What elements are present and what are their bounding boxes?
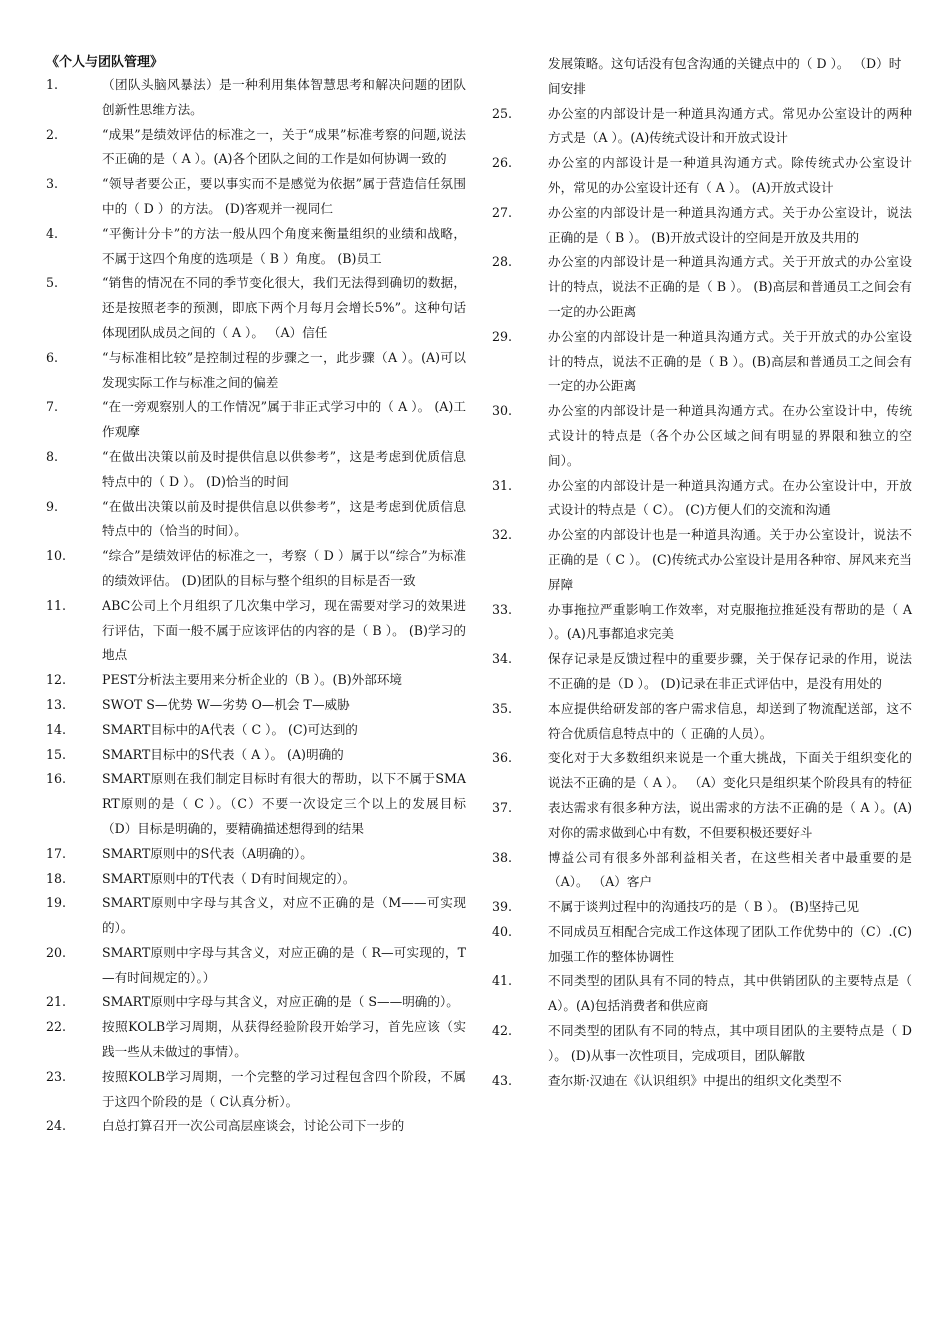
item-number: 32. <box>492 527 513 543</box>
item-number: 16. <box>46 771 67 787</box>
item-number: 9. <box>46 498 59 514</box>
list-item <box>492 325 912 399</box>
item-number: 24. <box>46 1118 67 1134</box>
list-item <box>46 743 466 768</box>
list-item <box>46 693 466 718</box>
item-number: 34. <box>492 651 513 667</box>
item-text: 本应提供给研发部的客户需求信息，却送到了物流配送部，这不符合优质信息特点中的（ 正确的人员）。 <box>548 700 912 741</box>
item-text: 办公室的内部设计是一种道具沟通方式。关于开放式的办公室设计的特点，说法不正确的是（ B ）。 (B)高层和普通员工之间会有一定的办公距离 <box>548 254 912 319</box>
list-item <box>492 895 912 920</box>
list-item <box>492 102 912 152</box>
item-text: SMART原则中的T代表（ D有时间规定的）。 <box>102 870 356 886</box>
item-text: SMART原则中字母与其含义，对应正确的是（ R—可实现的，T—有时间规定的）。） <box>102 944 466 985</box>
item-text: “在做出决策以前及时提供信息以供参考”，这是考虑到优质信息特点中的（恰当的时间）。 <box>102 498 466 539</box>
item-number: 29. <box>492 328 513 344</box>
item-number: 28. <box>492 254 513 270</box>
item-number: 4. <box>46 225 59 241</box>
item-text: 不同类型的团队有不同的特点，其中项目团队的主要特点是（ D ）。 (D)从事一次性项目，完成项目，团队解散 <box>548 1023 912 1063</box>
item-number: 38. <box>492 849 513 865</box>
item-text: SMART原则中字母与其含义，对应正确的是（ S——明确的）。 <box>102 994 459 1010</box>
list-item <box>492 796 912 846</box>
item-text: （团队头脑风暴法）是一种利用集体智慧思考和解决问题的团队创新性思维方法。 <box>102 77 466 117</box>
item-number: 36. <box>492 750 513 766</box>
list-item <box>46 73 466 123</box>
item-number: 41. <box>492 973 513 989</box>
list-item <box>46 1015 466 1065</box>
item-number: 13. <box>46 696 67 712</box>
item-text: “综合”是绩效评估的标准之一，考察（ D ）属于以“综合”为标准的绩效评估。 (D)团队的目标与整个组织的目标是否一致 <box>102 548 466 588</box>
item-number: 5. <box>46 275 59 291</box>
item-number: 18. <box>46 870 67 886</box>
item-text: 办公室的内部设计是一种道具沟通方式。在办公室设计中，开放式设计的特点是（ C）。 (C)方便人们的交流和沟通 <box>548 477 912 518</box>
item-text: “与标准相比较”是控制过程的步骤之一，此步骤（A ）。(A)可以发现实际工作与标准之间的偏差 <box>102 349 466 390</box>
list-item <box>492 1019 912 1069</box>
item-number: 3. <box>46 176 59 192</box>
left-items <box>46 73 466 1139</box>
list-item <box>46 891 466 941</box>
list-item <box>46 271 466 345</box>
list-item <box>492 598 912 648</box>
item-text: 查尔斯·汉迪在《认识组织》中提出的组织文化类型不 <box>548 1072 842 1088</box>
list-item <box>46 222 466 272</box>
item-number: 7. <box>46 399 59 415</box>
item-text: 办事拖拉严重影响工作效率，对克服拖拉推延没有帮助的是（ A ）。(A)凡事都追求完美 <box>548 601 912 642</box>
list-item <box>46 990 466 1015</box>
item-number: 43. <box>492 1072 513 1088</box>
item-text: 办公室的内部设计是一种道具沟通方式。常见办公室设计的两种方式是（A ）。(A)传统式设计和开放式设计 <box>548 105 912 146</box>
item-text: 按照KOLB学习周期，从获得经验阶段开始学习，首先应该（实践一些从未做过的事情）。 <box>102 1019 466 1060</box>
item-text: 不同类型的团队具有不同的特点，其中供销团队的主要特点是（ A）。(A)包括消费者和供应商 <box>548 973 912 1014</box>
item-number: 33. <box>492 601 513 617</box>
item-number: 10. <box>46 548 67 564</box>
item-number: 8. <box>46 448 59 464</box>
list-item <box>46 668 466 693</box>
item-text: 办公室的内部设计是一种道具沟通方式。除传统式办公室设计外，常见的办公室设计还有（ A ）。 (A)开放式设计 <box>548 155 912 195</box>
item-number: 20. <box>46 944 67 960</box>
list-item <box>492 201 912 251</box>
item-number: 26. <box>492 155 513 171</box>
item-text: 表达需求有很多种方法，说出需求的方法不正确的是（ A ）。(A)对你的需求做到心中有数，不但要积极还要好斗 <box>548 799 912 840</box>
item-text: 办公室的内部设计是一种道具沟通方式。在办公室设计中，传统式设计的特点是（各个办公区域之间有明显的界限和独立的空间）。 <box>548 403 912 468</box>
list-item <box>492 846 912 896</box>
list-item <box>492 474 912 524</box>
list-item <box>46 445 466 495</box>
item-number: 12. <box>46 672 67 688</box>
item-number: 19. <box>46 895 67 911</box>
item-number: 15. <box>46 746 67 762</box>
list-item <box>46 395 466 445</box>
list-item <box>492 746 912 796</box>
item-text: 不属于谈判过程中的沟通技巧的是（ B ）。 (B)坚持己见 <box>548 899 860 915</box>
item-number: 21. <box>46 994 67 1010</box>
item-text: SMART原则在我们制定目标时有很大的帮助，以下不属于SMART原则的是（ C ）。（C）不要一次设定三个以上的发展目标 （D）目标是明确的，要精确描述想得到的结果 <box>102 771 466 836</box>
list-item <box>46 544 466 594</box>
list-item <box>46 718 466 743</box>
item-text: “销售的情况在不同的季节变化很大，我们无法得到确切的数据，还是按照老李的预测，即底下两个月每月会增长5%”。这种句话体现团队成员之间的（ A ）。 （A）信任 <box>102 275 466 340</box>
item-number: 25. <box>492 105 513 121</box>
continuation-text: 发展策略。这句话没有包含沟通的关键点中的（ D ）。 （D）时间安排 <box>548 56 902 96</box>
list-item <box>46 495 466 545</box>
list-item <box>46 1114 466 1139</box>
item-text: “在一旁观察别人的工作情况”属于非正式学习中的（ A ）。 (A)工作观摩 <box>102 399 466 440</box>
item-number: 42. <box>492 1023 513 1039</box>
list-item <box>46 767 466 841</box>
item-text: SMART原则中字母与其含义，对应不正确的是（M——可实现的）。 <box>102 895 466 936</box>
right-column <box>492 52 912 1093</box>
item-number: 27. <box>492 204 513 220</box>
document-title: 《个人与团队管理》 <box>46 55 164 70</box>
item-text: “平衡计分卡”的方法一般从四个角度来衡量组织的业绩和战略，不属于这四个角度的选项是（ B ）角度。 (B)员工 <box>102 225 466 266</box>
item-text: 保存记录是反馈过程中的重要步骤，关于保存记录的作用，说法不正确的是（D ）。 (D)记录在非正式评估中，是没有用处的 <box>548 651 912 691</box>
item-text: “领导者要公正，要以事实而不是感觉为依据”属于营造信任氛围中的（ D ）的方法。 (D)客观并一视同仁 <box>102 176 466 216</box>
list-item <box>492 250 912 324</box>
right-items <box>492 102 912 1094</box>
item-text: 不同成员互相配合完成工作这体现了团队工作优势中的（C）.(C)加强工作的整体协调性 <box>548 923 912 964</box>
item-text: 办公室的内部设计是一种道具沟通方式。关于开放式的办公室设计的特点，说法不正确的是（ B ）。(B)高层和普通员工之间会有一定的办公距离 <box>548 328 912 394</box>
list-item <box>492 697 912 747</box>
list-item <box>492 647 912 697</box>
left-column <box>46 52 466 1139</box>
list-item <box>46 346 466 396</box>
item-number: 1. <box>46 77 59 92</box>
item-text: “在做出决策以前及时提供信息以供参考”，这是考虑到优质信息特点中的（ D ）。 (D)恰当的时间 <box>102 448 466 489</box>
item-text: SMART目标中的S代表（ A ）。 (A)明确的 <box>102 746 344 762</box>
item-number: 35. <box>492 700 513 716</box>
item-text: 办公室的内部设计也是一种道具沟通。关于办公室设计，说法不正确的是（ C ）。 (C)传统式办公室设计是用各种帘、屏风来充当屏障 <box>548 527 912 592</box>
list-item <box>492 920 912 970</box>
item-number: 22. <box>46 1019 67 1035</box>
list-item <box>46 1065 466 1115</box>
item-number: 17. <box>46 845 67 861</box>
list-item <box>492 151 912 201</box>
list-item <box>46 123 466 173</box>
item-text: 博益公司有很多外部利益相关者，在这些相关者中最重要的是（A）。 （A）客户 <box>548 849 912 890</box>
list-item <box>46 172 466 222</box>
item-number: 11. <box>46 597 67 613</box>
list-item <box>46 594 466 668</box>
list-item <box>492 399 912 473</box>
item-text: SMART原则中的S代表（A明确的）。 <box>102 845 313 861</box>
item-text: PEST分析法主要用来分析企业的（B ）。(B)外部环境 <box>102 672 403 688</box>
item-number: 39. <box>492 899 513 915</box>
item-text: 变化对于大多数组织来说是一个重大挑战，下面关于组织变化的说法不正确的是（ A ）。 （A）变化只是组织某个阶段具有的特征 <box>548 750 912 791</box>
item-text: 按照KOLB学习周期，一个完整的学习过程包含四个阶段，不属于这四个阶段的是（ C认真分析）。 <box>102 1068 466 1109</box>
list-item <box>492 969 912 1019</box>
item-number: 6. <box>46 349 59 365</box>
item-text: SWOT S—优势 W—劣势 O—机会 T—威胁 <box>102 696 350 712</box>
item-text: “成果”是绩效评估的标准之一，关于“成果”标准考察的问题,说法不正确的是（ A ）。(A)各个团队之间的工作是如何协调一致的 <box>102 126 466 167</box>
list-item <box>46 941 466 991</box>
list-item <box>492 523 912 597</box>
item-number: 37. <box>492 799 513 815</box>
item-text: SMART目标中的A代表（ C ）。 (C)可达到的 <box>102 721 358 737</box>
list-item <box>46 867 466 892</box>
item-text: 办公室的内部设计是一种道具沟通方式。关于办公室设计，说法正确的是（ B ）。 (B)开放式设计的空间是开放及共用的 <box>548 204 912 245</box>
item-text: 白总打算召开一次公司高层座谈会，讨论公司下一步的 <box>102 1118 405 1134</box>
list-item <box>492 1069 912 1094</box>
item-number: 14. <box>46 721 67 737</box>
item-number: 40. <box>492 923 513 939</box>
item-number: 30. <box>492 403 513 419</box>
item-number: 31. <box>492 477 513 493</box>
item-number: 23. <box>46 1068 67 1084</box>
list-item <box>46 842 466 867</box>
item-number: 2. <box>46 126 59 142</box>
item-text: ABC公司上个月组织了几次集中学习，现在需要对学习的效果进行评估，下面一般不属于应该评估的内容的是（ B ）。 (B)学习的地点 <box>102 597 466 663</box>
